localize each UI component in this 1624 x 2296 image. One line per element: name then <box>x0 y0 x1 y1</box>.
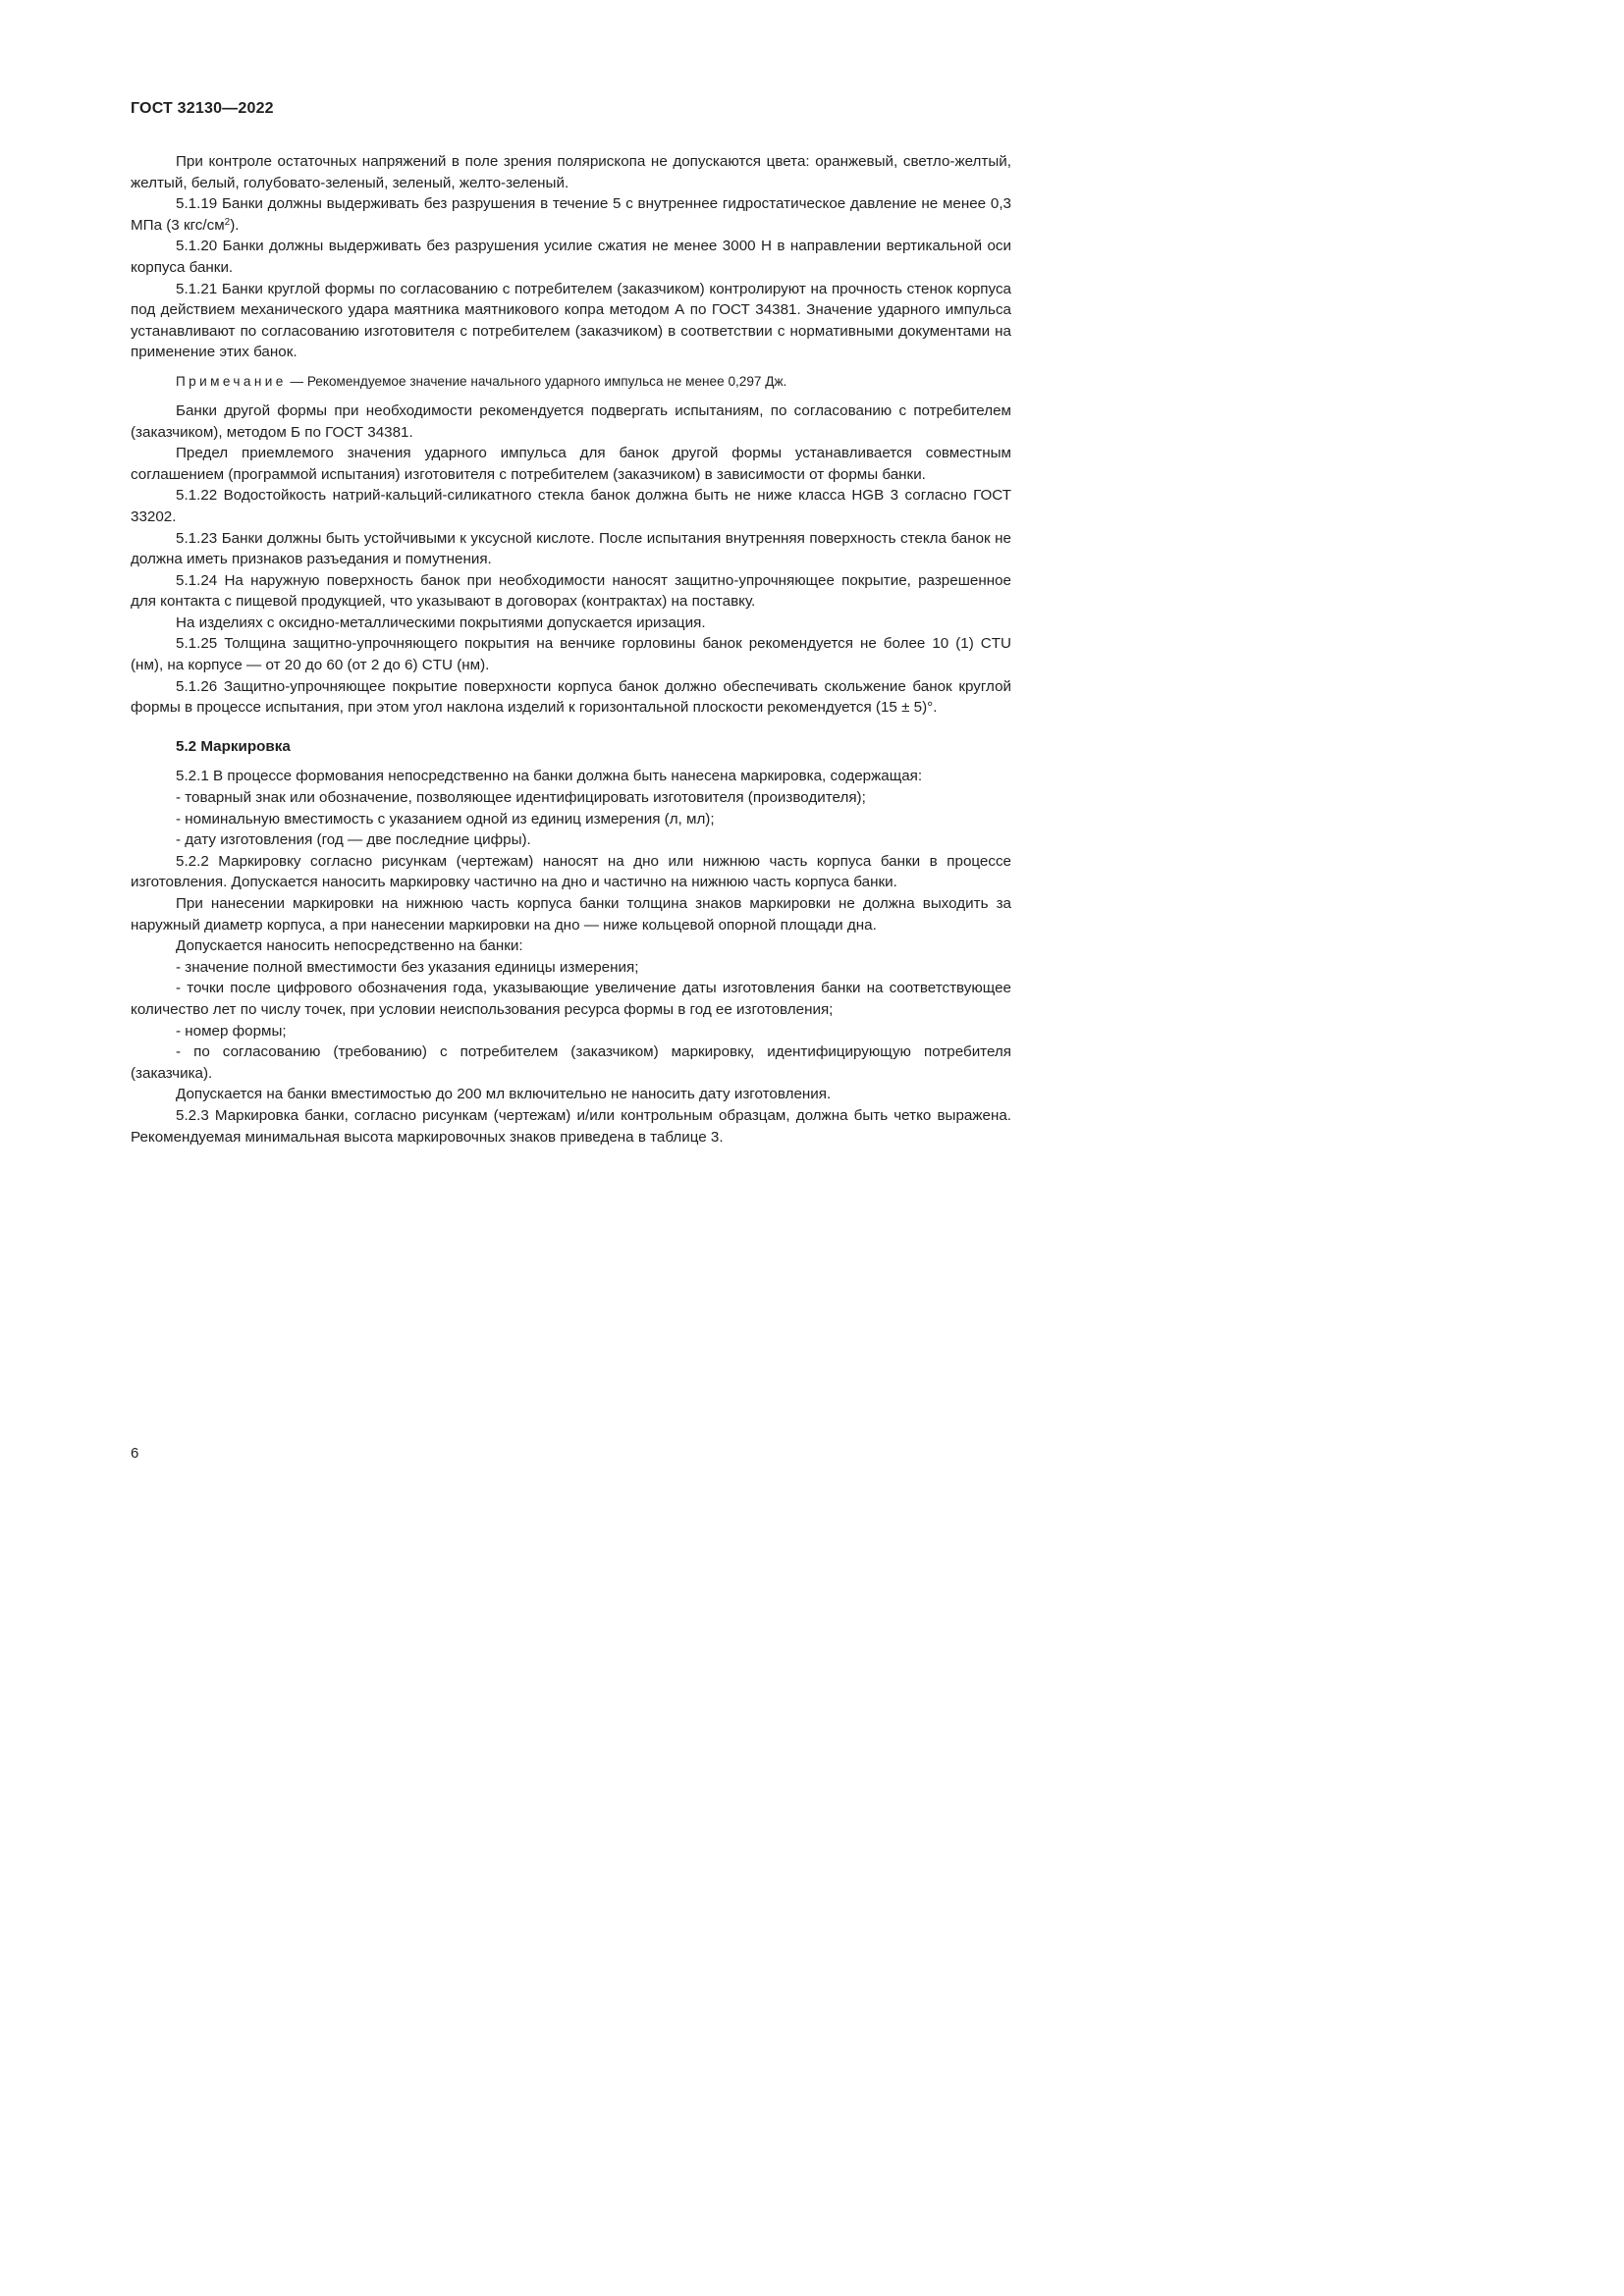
document-page <box>0 0 1080 1526</box>
note <box>131 372 1011 392</box>
section-heading: 5.2 Маркировка <box>176 737 291 755</box>
list-item: - номер формы; <box>176 1022 287 1040</box>
list-item: - точки после цифрового обозначения года, указывающие увеличение даты изготовления банки на соответствующее количество лет по числу точек, при условии неиспользования ресурса формы в год ее изготовления; <box>131 980 1011 1018</box>
paragraph: На изделиях с оксидно-металлическими покрытиями допускается иризация. <box>176 614 706 631</box>
list-item: - номинальную вместимость с указанием одной из единиц измерения (л, мл); <box>176 810 715 828</box>
superscript: 2 <box>224 216 231 228</box>
paragraph: Допускается наносить непосредственно на банки: <box>176 937 523 955</box>
list-item: - по согласованию (требованию) с потребителем (заказчиком) маркировку, идентифицирующую потребителя (заказчика). <box>131 1043 1011 1082</box>
paragraph: При контроле остаточных напряжений в поле зрения полярископа не допускаются цвета: оранжевый, светло-желтый, желтый, белый, голубовато-зеленый, зеленый, желто-зеленый. <box>131 153 1011 191</box>
note-label: Примечание <box>176 373 287 389</box>
paragraph-5-1-21: 5.1.21 Банки круглой формы по согласованию с потребителем (заказчиком) контролируют на прочность стенок корпуса под действием механического удара маятника маятникового копра методом А по ГОСТ 34381. Значение ударного импульса устанавливают по согласованию изготовителя с потребителем (заказчиком) в соответствии с нормативными документами на применение этих банок. <box>131 280 1011 361</box>
paragraph: Допускается на банки вместимостью до 200 мл включительно не наносить дату изготовления. <box>176 1086 832 1103</box>
page-body <box>131 151 1011 1148</box>
document-code: ГОСТ 32130—2022 <box>131 100 274 117</box>
paragraph: Банки другой формы при необходимости рекомендуется подвергать испытаниям, по согласованию с потребителем (заказчиком), методом Б по ГОСТ 34381. <box>131 401 1011 441</box>
paragraph-5-1-23: 5.1.23 Банки должны быть устойчивыми к уксусной кислоте. После испытания внутренняя поверхность стекла банок не должна иметь признаков разъедания и помутнения. <box>131 529 1011 568</box>
paragraph-5-1-26: 5.1.26 Защитно-упрочняющее покрытие поверхности корпуса банок должно обеспечивать скольжение банок круглой формы в процессе испытания, при этом угол наклона изделий к горизонтальной плоскости рекомендуется (15 ± 5)°. <box>131 677 1011 717</box>
paragraph-5-2-2: 5.2.2 Маркировку согласно рисункам (чертежам) наносят на дно или нижнюю часть корпуса банки в процессе изготовления. Допускается наносить маркировку частично на дно и частично на нижнюю часть корпуса банки. <box>131 852 1011 891</box>
note-text: — Рекомендуемое значение начального ударного импульса не менее 0,297 Дж. <box>286 373 787 389</box>
paragraph-5-2-1: 5.2.1 В процессе формования непосредственно на банки должна быть нанесена маркировка, содержащая: <box>176 768 923 785</box>
paragraph-5-1-25: 5.1.25 Толщина защитно-упрочняющего покрытия на венчике горловины банок рекомендуется не более 10 (1) CTU (нм), на корпусе — от 20 до 60 (от 2 до 6) CTU (нм). <box>131 635 1011 674</box>
paragraph-5-1-20: 5.1.20 Банки должны выдерживать без разрушения усилие сжатия не менее 3000 Н в направлении вертикальной оси корпуса банки. <box>131 238 1011 276</box>
list-item: - значение полной вместимости без указания единицы измерения; <box>176 958 639 976</box>
paragraph-text-end: ). <box>230 216 240 234</box>
paragraph-5-1-24: 5.1.24 На наружную поверхность банок при необходимости наносят защитно-упрочняющее покрытие, разрешенное для контакта с пищевой продукцией, что указывают в договорах (контрактах) на поставку. <box>131 571 1011 611</box>
paragraph-5-1-19 <box>131 193 1011 236</box>
paragraph: Предел приемлемого значения ударного импульса для банок другой формы устанавливается совместным соглашением (программой испытания) изготовителя с потребителем (заказчиком) в зависимости от формы банки. <box>131 445 1011 483</box>
paragraph-5-2-3: 5.2.3 Маркировка банки, согласно рисункам (чертежам) и/или контрольным образцам, должна быть четко выражена. Рекомендуемая минимальная высота маркировочных знаков приведена в таблице 3. <box>131 1106 1011 1146</box>
paragraph: При нанесении маркировки на нижнюю часть корпуса банки толщина знаков маркировки не должна выходить за наружный диаметр корпуса, а при нанесении маркировки на дно — ниже кольцевой опорной площади дна. <box>131 895 1011 934</box>
paragraph-5-1-22: 5.1.22 Водостойкость натрий-кальций-силикатного стекла банок должна быть не ниже класса HGB 3 согласно ГОСТ 33202. <box>131 487 1011 525</box>
list-item: - дату изготовления (год — две последние цифры). <box>176 831 531 849</box>
page-number: 6 <box>131 1445 139 1462</box>
list-item: - товарный знак или обозначение, позволяющее идентифицировать изготовителя (производителя); <box>176 789 866 807</box>
paragraph-text: 5.1.19 Банки должны выдерживать без разрушения в течение 5 с внутреннее гидростатическое давление не менее 0,3 МПа (3 кгс/см <box>131 195 1011 234</box>
